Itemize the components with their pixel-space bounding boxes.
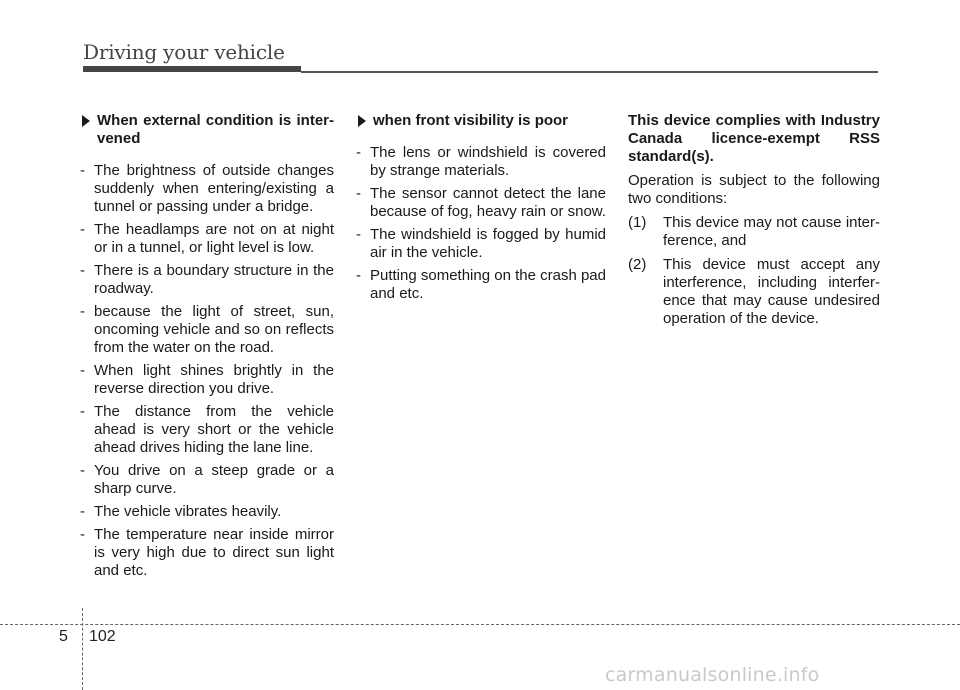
chapter-number: 5 (59, 628, 68, 645)
page-number: 102 (89, 628, 116, 645)
triangle-bullet-icon (82, 115, 90, 127)
list-item: - There is a boundary structure in the roadway. (80, 262, 334, 297)
condition-item: (2) This device must accept any interference, including interfer-ence that may cause undesired operation of the device. (628, 256, 880, 327)
list-item: - The lens or windshield is covered by strange materials. (356, 144, 606, 179)
list-item: - The temperature near inside mirror is very high due to direct sun light and etc. (80, 526, 334, 579)
footer-divider-vertical (82, 608, 84, 690)
list-item: - You drive on a steep grade or a sharp curve. (80, 462, 334, 497)
condition-item: (1) This device may not cause inter-ference, and (628, 214, 880, 249)
column-front-visibility (356, 112, 606, 308)
list-item: - because the light of street, sun, oncoming vehicle and so on reflects from the water on the road. (80, 303, 334, 356)
conditions-intro: Operation is subject to the following two conditions: (628, 172, 880, 207)
list-item: - When light shines brightly in the reverse direction you drive. (80, 362, 334, 397)
list-item: - The sensor cannot detect the lane because of fog, heavy rain or snow. (356, 185, 606, 220)
header-rule-thick (83, 66, 301, 72)
compliance-statement: This device complies with Industry Canada licence-exempt RSS standard(s). (628, 112, 880, 165)
list-item: - The windshield is fogged by humid air in the vehicle. (356, 226, 606, 261)
section-heading: When external condition is inter-vened (80, 112, 334, 148)
triangle-bullet-icon (358, 115, 366, 127)
page-header-title: Driving your vehicle (83, 40, 285, 64)
list-item: - The brightness of outside changes suddenly when entering/existing a tunnel or passing under a bridge. (80, 162, 334, 215)
watermark-text: carmanualsonline.info (605, 664, 820, 686)
list-item: - The distance from the vehicle ahead is very short or the vehicle ahead drives hiding the lane line. (80, 403, 334, 456)
list-item: - The vehicle vibrates heavily. (80, 503, 282, 520)
section-heading: when front visibility is poor (356, 112, 606, 130)
list-item: - Putting something on the crash pad and etc. (356, 267, 606, 302)
list-item: - The headlamps are not on at night or in a tunnel, or light level is low. (80, 221, 334, 256)
header-rule-thin (301, 71, 878, 73)
column-external-conditions (80, 112, 334, 585)
footer-divider-horizontal (0, 624, 960, 626)
column-compliance (628, 112, 880, 334)
